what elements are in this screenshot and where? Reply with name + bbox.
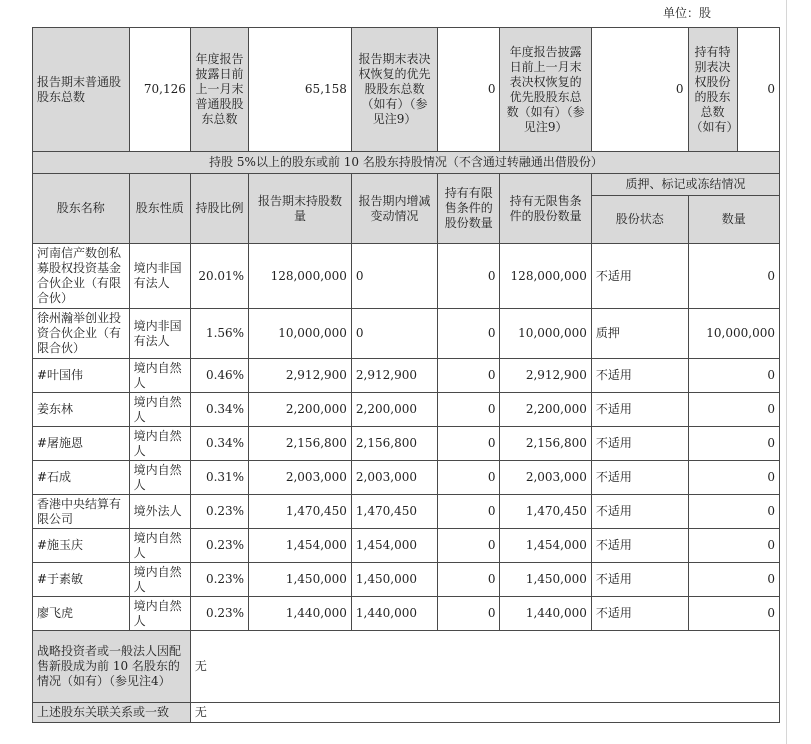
row-pledge-qty: 0 bbox=[688, 359, 780, 393]
row-name: #于素敏 bbox=[33, 563, 130, 597]
page-edge bbox=[786, 0, 787, 744]
row-end-qty: 1,454,000 bbox=[249, 529, 352, 563]
table-row bbox=[33, 359, 780, 393]
summary-value-prev-month-preferred: 0 bbox=[591, 28, 688, 152]
row-unrestricted: 1,450,000 bbox=[500, 563, 591, 597]
row-pledge-qty: 0 bbox=[688, 461, 780, 495]
table-row bbox=[33, 597, 780, 631]
row-change: 1,470,450 bbox=[351, 495, 437, 529]
row-name: #石成 bbox=[33, 461, 130, 495]
summary-label-prev-month-preferred: 年度报告披露日前上一月末表决权恢复的优先股股东总数（如有）（参见注9） bbox=[500, 28, 591, 152]
row-unrestricted: 2,156,800 bbox=[500, 427, 591, 461]
row-change: 2,003,000 bbox=[351, 461, 437, 495]
row-pledge-qty: 0 bbox=[688, 427, 780, 461]
related-parties-label: 上述股东关联关系或一致 bbox=[33, 703, 191, 723]
row-name: #叶国伟 bbox=[33, 359, 130, 393]
row-restricted: 0 bbox=[438, 461, 500, 495]
row-unrestricted: 10,000,000 bbox=[500, 309, 591, 359]
summary-value-total-holders: 70,126 bbox=[129, 28, 190, 152]
row-status: 不适用 bbox=[591, 597, 688, 631]
row-ratio: 1.56% bbox=[190, 309, 248, 359]
row-end-qty: 2,200,000 bbox=[249, 393, 352, 427]
shareholder-table bbox=[32, 27, 780, 723]
row-unrestricted: 1,440,000 bbox=[500, 597, 591, 631]
section-title-row bbox=[33, 152, 780, 174]
row-end-qty: 2,912,900 bbox=[249, 359, 352, 393]
row-end-qty: 10,000,000 bbox=[249, 309, 352, 359]
row-restricted: 0 bbox=[438, 309, 500, 359]
header-pledge-qty: 数量 bbox=[688, 196, 780, 244]
summary-value-preferred-holders: 0 bbox=[438, 28, 500, 152]
row-status: 质押 bbox=[591, 309, 688, 359]
summary-label-prev-month-holders: 年度报告披露日前上一月末普通股股东总数 bbox=[190, 28, 248, 152]
row-pledge-qty: 0 bbox=[688, 563, 780, 597]
strategic-investor-label: 战略投资者或一般法人因配售新股成为前 10 名股东的情况（如有）（参见注4） bbox=[33, 631, 191, 703]
row-unrestricted: 2,200,000 bbox=[500, 393, 591, 427]
header-row-1 bbox=[33, 174, 780, 196]
row-status: 不适用 bbox=[591, 529, 688, 563]
row-ratio: 0.46% bbox=[190, 359, 248, 393]
row-ratio: 0.34% bbox=[190, 393, 248, 427]
row-end-qty: 1,470,450 bbox=[249, 495, 352, 529]
row-nature: 境内非国有法人 bbox=[129, 244, 190, 309]
table-row bbox=[33, 529, 780, 563]
row-nature: 境外法人 bbox=[129, 495, 190, 529]
row-nature: 境内自然人 bbox=[129, 563, 190, 597]
row-name: 徐州瀚举创业投资合伙企业（有限合伙） bbox=[33, 309, 130, 359]
row-ratio: 0.23% bbox=[190, 563, 248, 597]
row-change: 2,912,900 bbox=[351, 359, 437, 393]
row-ratio: 0.23% bbox=[190, 529, 248, 563]
header-unrestricted: 持有无限售条件的股份数量 bbox=[500, 174, 591, 244]
row-name: 河南信产数创私募股权投资基金合伙企业（有限合伙） bbox=[33, 244, 130, 309]
table-row bbox=[33, 563, 780, 597]
row-restricted: 0 bbox=[438, 529, 500, 563]
summary-value-special-vote: 0 bbox=[767, 82, 775, 96]
header-change: 报告期内增减变动情况 bbox=[351, 174, 437, 244]
row-name: 香港中央结算有限公司 bbox=[33, 495, 130, 529]
table-row bbox=[33, 393, 780, 427]
summary-value-prev-month-holders: 65,158 bbox=[249, 28, 352, 152]
related-parties-value: 无 bbox=[190, 703, 779, 723]
row-change: 1,440,000 bbox=[351, 597, 437, 631]
row-end-qty: 128,000,000 bbox=[249, 244, 352, 309]
row-unrestricted: 2,003,000 bbox=[500, 461, 591, 495]
row-pledge-qty: 10,000,000 bbox=[688, 309, 780, 359]
row-restricted: 0 bbox=[438, 244, 500, 309]
row-ratio: 0.23% bbox=[190, 597, 248, 631]
row-nature: 境内自然人 bbox=[129, 393, 190, 427]
row-status: 不适用 bbox=[591, 427, 688, 461]
row-restricted: 0 bbox=[438, 359, 500, 393]
table-row bbox=[33, 309, 780, 359]
summary-label-preferred-holders: 报告期末表决权恢复的优先股股东总数（如有）（参见注9） bbox=[351, 28, 437, 152]
summary-label-special-vote: 持有特别表决权股份的股东总数（如有） bbox=[689, 28, 738, 151]
row-ratio: 0.34% bbox=[190, 427, 248, 461]
header-name: 股东名称 bbox=[33, 174, 130, 244]
header-ratio: 持股比例 bbox=[190, 174, 248, 244]
row-status: 不适用 bbox=[591, 359, 688, 393]
row-end-qty: 2,003,000 bbox=[249, 461, 352, 495]
row-end-qty: 2,156,800 bbox=[249, 427, 352, 461]
row-name: 廖飞虎 bbox=[33, 597, 130, 631]
row-ratio: 20.01% bbox=[190, 244, 248, 309]
row-status: 不适用 bbox=[591, 244, 688, 309]
strategic-investor-row bbox=[33, 631, 780, 703]
row-nature: 境内自然人 bbox=[129, 597, 190, 631]
row-status: 不适用 bbox=[591, 461, 688, 495]
row-nature: 境内自然人 bbox=[129, 529, 190, 563]
row-ratio: 0.23% bbox=[190, 495, 248, 529]
row-pledge-qty: 0 bbox=[688, 495, 780, 529]
summary-special-vote-cell bbox=[688, 28, 780, 152]
row-status: 不适用 bbox=[591, 563, 688, 597]
strategic-investor-value: 无 bbox=[190, 631, 779, 703]
row-unrestricted: 128,000,000 bbox=[500, 244, 591, 309]
row-restricted: 0 bbox=[438, 393, 500, 427]
row-name: 姜东林 bbox=[33, 393, 130, 427]
row-change: 2,200,000 bbox=[351, 393, 437, 427]
header-pledge-status: 股份状态 bbox=[591, 196, 688, 244]
row-restricted: 0 bbox=[438, 563, 500, 597]
row-unrestricted: 2,912,900 bbox=[500, 359, 591, 393]
row-unrestricted: 1,454,000 bbox=[500, 529, 591, 563]
row-change: 2,156,800 bbox=[351, 427, 437, 461]
section-title: 持股 5%以上的股东或前 10 名股东持股情况（不含通过转融通出借股份） bbox=[33, 152, 780, 174]
row-change: 1,450,000 bbox=[351, 563, 437, 597]
row-restricted: 0 bbox=[438, 495, 500, 529]
row-name: #施玉庆 bbox=[33, 529, 130, 563]
row-pledge-qty: 0 bbox=[688, 244, 780, 309]
row-ratio: 0.31% bbox=[190, 461, 248, 495]
row-nature: 境内自然人 bbox=[129, 359, 190, 393]
table-row bbox=[33, 461, 780, 495]
table-row bbox=[33, 244, 780, 309]
row-nature: 境内自然人 bbox=[129, 427, 190, 461]
header-end-qty: 报告期末持股数量 bbox=[249, 174, 352, 244]
row-name: #屠施恩 bbox=[33, 427, 130, 461]
row-nature: 境内非国有法人 bbox=[129, 309, 190, 359]
row-pledge-qty: 0 bbox=[688, 597, 780, 631]
row-end-qty: 1,450,000 bbox=[249, 563, 352, 597]
header-pledge-group: 质押、标记或冻结情况 bbox=[591, 174, 779, 196]
row-change: 0 bbox=[351, 309, 437, 359]
row-pledge-qty: 0 bbox=[688, 529, 780, 563]
unit-label: 单位：股 bbox=[663, 6, 712, 20]
row-restricted: 0 bbox=[438, 427, 500, 461]
row-change: 1,454,000 bbox=[351, 529, 437, 563]
row-pledge-qty: 0 bbox=[688, 393, 780, 427]
row-status: 不适用 bbox=[591, 495, 688, 529]
table-row bbox=[33, 495, 780, 529]
row-nature: 境内自然人 bbox=[129, 461, 190, 495]
header-restricted: 持有有限售条件的股份数量 bbox=[438, 174, 500, 244]
header-nature: 股东性质 bbox=[129, 174, 190, 244]
row-change: 0 bbox=[351, 244, 437, 309]
row-unrestricted: 1,470,450 bbox=[500, 495, 591, 529]
summary-row bbox=[33, 28, 780, 152]
summary-label-total-holders: 报告期末普通股股东总数 bbox=[33, 28, 130, 152]
row-end-qty: 1,440,000 bbox=[249, 597, 352, 631]
related-parties-row bbox=[33, 703, 780, 723]
row-status: 不适用 bbox=[591, 393, 688, 427]
table-row bbox=[33, 427, 780, 461]
row-restricted: 0 bbox=[438, 597, 500, 631]
